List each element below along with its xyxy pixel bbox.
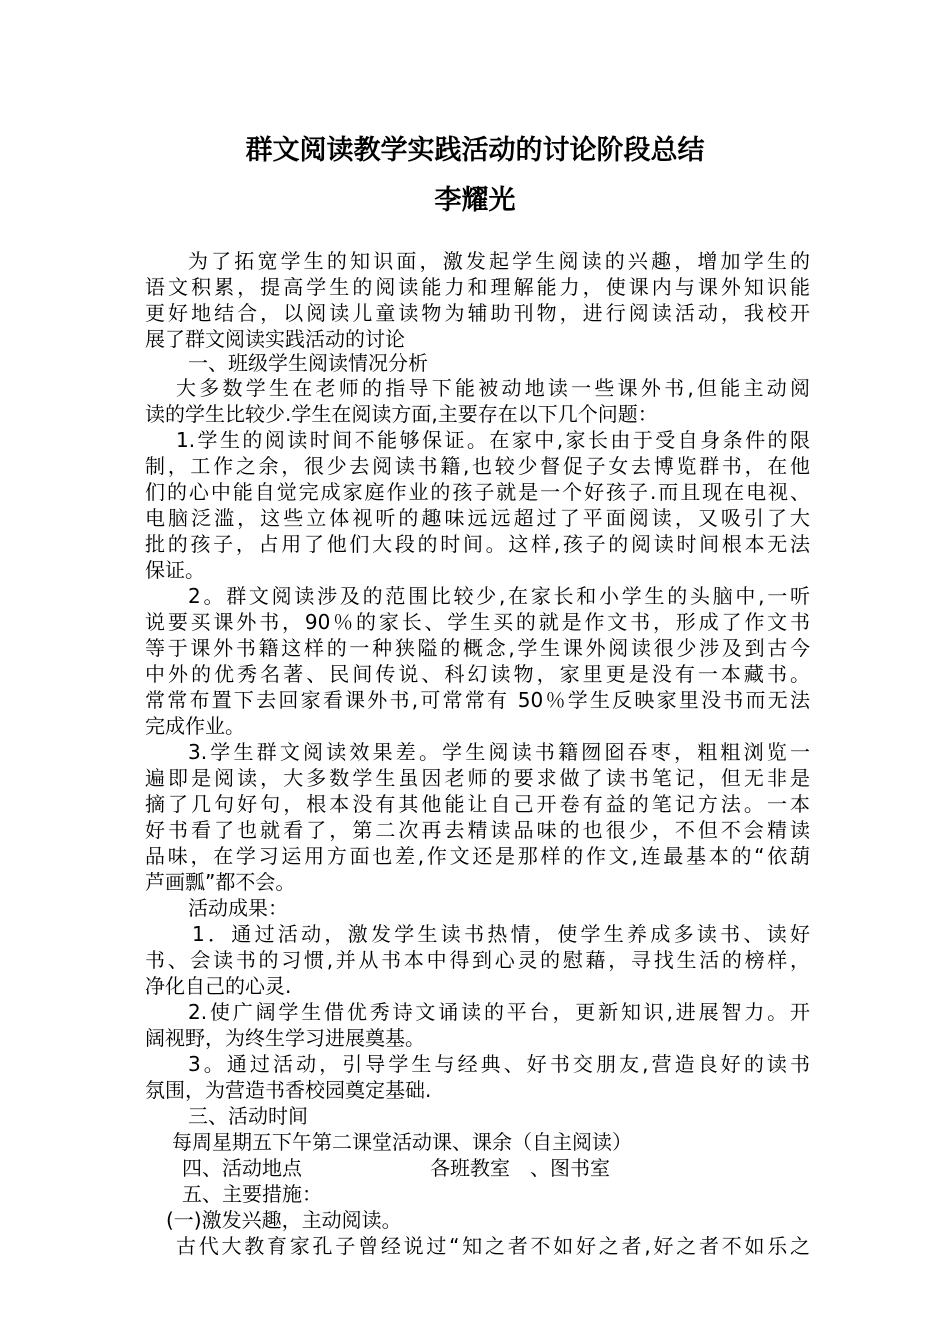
section-heading: 五、主要措施： bbox=[182, 1182, 322, 1206]
paragraph-line: 保证。 bbox=[145, 558, 205, 582]
paragraph-line: 遍即是阅读，大多数学生虽因老师的要求做了读书笔记，但无非是 bbox=[145, 766, 810, 790]
paragraph-line: 3。通过活动，引导学生与经典、好书交朋友,营造良好的读书 bbox=[188, 1052, 810, 1076]
paragraph-line: 2。群文阅读涉及的范围比较少,在家长和小学生的头脑中,一听 bbox=[188, 584, 810, 608]
paragraph-line: 1．通过活动，激发学生读书热情，使学生养成多读书、读好 bbox=[192, 922, 810, 946]
paragraph-line: 摘了几句好句，根本没有其他能让自己开卷有益的笔记方法。一本 bbox=[145, 792, 810, 816]
paragraph-line: 1.学生的阅读时间不能够保证。在家中,家长由于受自身条件的限 bbox=[176, 428, 810, 452]
paragraph-line: 品味，在学习运用方面也差,作文还是那样的作文,连最基本的“依葫 bbox=[145, 844, 810, 868]
intro-line: 语文积累，提高学生的阅读能力和理解能力，使课内与课外知识能 bbox=[145, 275, 810, 299]
section-heading: 活动成果： bbox=[188, 896, 288, 920]
paragraph-line: 阔视野，为终生学习进展奠基。 bbox=[145, 1026, 425, 1050]
intro-line: 展了群文阅读实践活动的讨论 bbox=[145, 327, 405, 351]
paragraph-line: 氛围，为营造书香校园奠定基础. bbox=[145, 1078, 432, 1102]
paragraph-line: 制，工作之余，很少去阅读书籍,也较少督促子女去博览群书，在他 bbox=[145, 454, 810, 478]
activity-time: 每周星期五下午第二课堂活动课、课余（自主阅读） bbox=[172, 1130, 632, 1154]
paragraph-line: 读的学生比较少.学生在阅读方面,主要存在以下几个问题： bbox=[145, 402, 658, 426]
activity-places: 各班教室 、图书室 bbox=[430, 1156, 610, 1180]
paragraph-line: 电脑泛滥，这些立体视听的趣味远远超过了平面阅读，又吸引了大 bbox=[145, 506, 810, 530]
paragraph-line: 书、会读书的习惯,并从书本中得到心灵的慰藉，寻找生活的榜样， bbox=[145, 948, 810, 972]
intro-line: 为了拓宽学生的知识面，激发起学生阅读的兴趣，增加学生的 bbox=[188, 249, 810, 273]
paragraph-line: 好书看了也就看了，第二次再去精读品味的也很少，不但不会精读 bbox=[145, 818, 810, 842]
paragraph-line: 说要买课外书，90％的家长、学生买的就是作文书，形成了作文书 bbox=[145, 610, 810, 634]
paragraph-line: 净化自己的心灵. bbox=[145, 974, 292, 998]
paragraph-line: 芦画瓢”都不会。 bbox=[145, 870, 296, 894]
paragraph-line: 中外的优秀名著、民间传说、科幻读物，家里更是没有一本藏书。 bbox=[145, 662, 810, 686]
subsection-heading: (一)激发兴趣，主动阅读。 bbox=[166, 1208, 402, 1232]
paragraph-line: 3.学生群文阅读效果差。学生阅读书籍囫囵吞枣，粗粗浏览一 bbox=[188, 740, 810, 764]
paragraph-line: 等于课外书籍这样的一种狭隘的概念,学生课外阅读很少涉及到古今 bbox=[145, 636, 810, 660]
section-heading: 三、活动时间 bbox=[188, 1104, 308, 1128]
section-heading: 一、班级学生阅读情况分析 bbox=[188, 351, 428, 375]
paragraph-line: 2.使广阔学生借优秀诗文诵读的平台，更新知识,进展智力。开 bbox=[188, 1000, 810, 1024]
document-author: 李耀光 bbox=[434, 185, 516, 216]
paragraph-line: 完成作业。 bbox=[145, 714, 245, 738]
document-title: 群文阅读教学实践活动的讨论阶段总结 bbox=[245, 135, 705, 166]
paragraph-line: 常常布置下去回家看课外书,可常常有 50％学生反映家里没书而无法 bbox=[145, 688, 810, 712]
paragraph-line: 们的心中能自觉完成家庭作业的孩子就是一个好孩子.而且现在电视、 bbox=[145, 480, 810, 504]
paragraph-line: 古代大教育家孔子曾经说过“知之者不如好之者,好之者不如乐之 bbox=[176, 1234, 810, 1258]
section-heading: 四、活动地点 bbox=[182, 1156, 302, 1180]
paragraph-line: 批的孩子，占用了他们大段的时间。这样,孩子的阅读时间根本无法 bbox=[145, 532, 810, 556]
paragraph-line: 大多数学生在老师的指导下能被动地读一些课外书,但能主动阅 bbox=[176, 376, 810, 400]
intro-line: 更好地结合，以阅读儿童读物为辅助刊物，进行阅读活动，我校开 bbox=[145, 301, 810, 325]
